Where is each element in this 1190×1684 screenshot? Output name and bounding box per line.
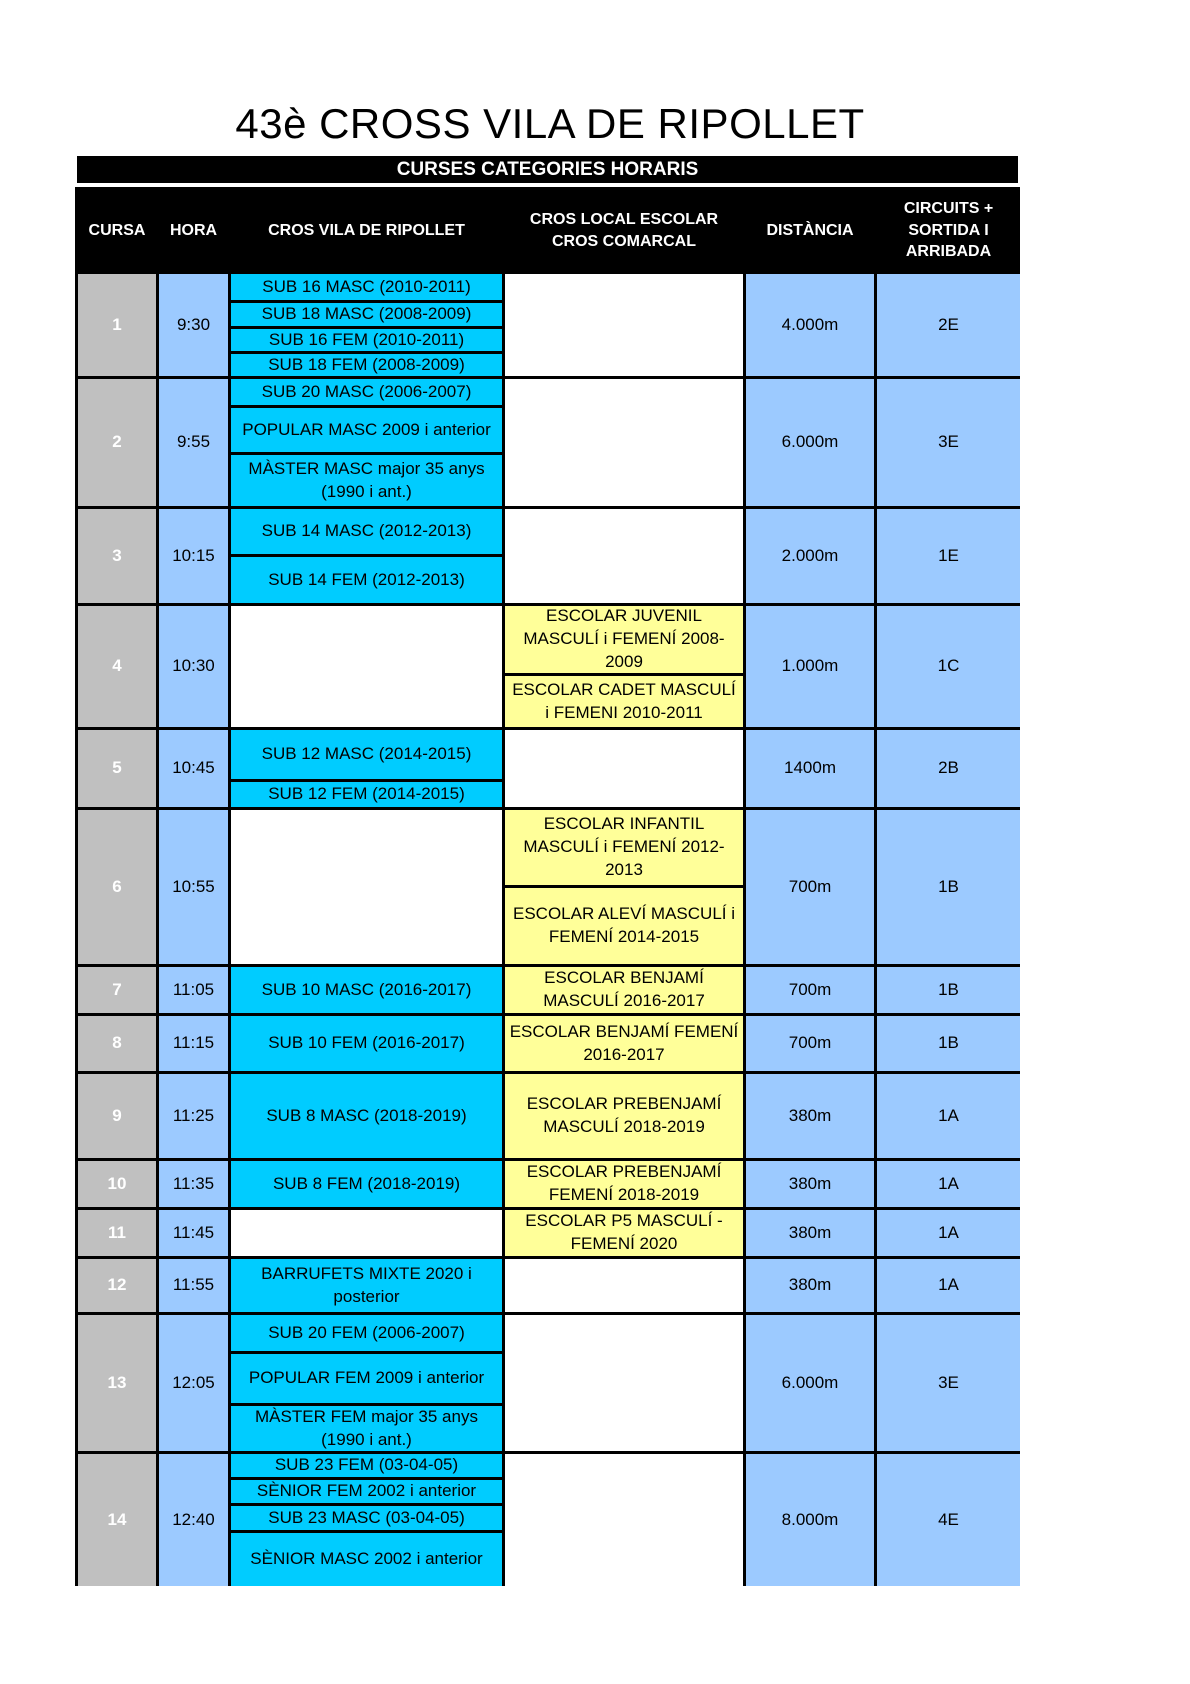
cros-category: BARRUFETS MIXTE 2020 i posterior: [231, 1259, 502, 1312]
escolar-category-empty: [505, 274, 743, 376]
cursa-number: 7: [78, 967, 156, 1013]
cros-category-empty: [231, 810, 502, 964]
cros-category: SUB 12 FEM (2014-2015): [231, 782, 502, 807]
start-time: 9:30: [159, 274, 228, 376]
cros-category: SUB 10 FEM (2016-2017): [231, 1016, 502, 1071]
cursa-number: 2: [78, 379, 156, 506]
distance: 4.000m: [746, 274, 874, 376]
escolar-category: ESCOLAR CADET MASCULÍ i FEMENI 2010-2011: [505, 676, 743, 727]
distance: 700m: [746, 1016, 874, 1071]
start-time: 11:55: [159, 1259, 228, 1312]
header-cros: CROS VILA DE RIPOLLET: [231, 190, 502, 271]
start-time: 11:35: [159, 1161, 228, 1207]
escolar-category-empty: [505, 509, 743, 603]
distance: 2.000m: [746, 509, 874, 603]
cursa-number: 6: [78, 810, 156, 964]
start-time: 11:15: [159, 1016, 228, 1071]
cursa-number: 9: [78, 1074, 156, 1158]
distance: 1400m: [746, 730, 874, 807]
schedule-table: [75, 187, 1020, 1586]
circuit: 1B: [877, 810, 1020, 964]
start-time: 12:40: [159, 1454, 228, 1586]
page-title: 43è CROSS VILA DE RIPOLLET: [235, 100, 865, 147]
start-time: 10:55: [159, 810, 228, 964]
escolar-category: ESCOLAR ALEVÍ MASCULÍ i FEMENÍ 2014-2015: [505, 888, 743, 964]
cursa-number: 8: [78, 1016, 156, 1071]
start-time: 11:25: [159, 1074, 228, 1158]
distance: 380m: [746, 1259, 874, 1312]
cros-category-empty: [231, 606, 502, 727]
start-time: 11:05: [159, 967, 228, 1013]
circuit: 1B: [877, 967, 1020, 1013]
escolar-category-empty: [505, 1454, 743, 1586]
distance: 700m: [746, 810, 874, 964]
distance: 380m: [746, 1161, 874, 1207]
cros-category: SUB 12 MASC (2014-2015): [231, 730, 502, 779]
start-time: 10:15: [159, 509, 228, 603]
cursa-number: 1: [78, 274, 156, 376]
circuit: 1A: [877, 1259, 1020, 1312]
cros-category: SUB 8 MASC (2018-2019): [231, 1074, 502, 1158]
cursa-number: 11: [78, 1210, 156, 1256]
escolar-category-empty: [505, 730, 743, 807]
circuit: 1A: [877, 1161, 1020, 1207]
circuit: 1A: [877, 1074, 1020, 1158]
start-time: 10:30: [159, 606, 228, 727]
escolar-category: ESCOLAR PREBENJAMÍ FEMENÍ 2018-2019: [505, 1161, 743, 1207]
escolar-category-empty: [505, 1259, 743, 1312]
circuit: 1B: [877, 1016, 1020, 1071]
cros-category: POPULAR FEM 2009 i anterior: [231, 1354, 502, 1403]
cros-category: SUB 23 MASC (03-04-05): [231, 1506, 502, 1530]
circuit: 2B: [877, 730, 1020, 807]
cros-category: SÈNIOR FEM 2002 i anterior: [231, 1480, 502, 1503]
cros-category: SUB 16 MASC (2010-2011): [231, 274, 502, 300]
cros-category: SUB 14 MASC (2012-2013): [231, 509, 502, 554]
cros-category: SUB 20 MASC (2006-2007): [231, 379, 502, 405]
start-time: 11:45: [159, 1210, 228, 1256]
circuit: 3E: [877, 379, 1020, 506]
cursa-number: 10: [78, 1161, 156, 1207]
cros-category: SUB 18 FEM (2008-2009): [231, 354, 502, 376]
distance: 1.000m: [746, 606, 874, 727]
cursa-number: 5: [78, 730, 156, 807]
cros-category: SUB 14 FEM (2012-2013): [231, 557, 502, 603]
cros-category: SUB 20 FEM (2006-2007): [231, 1315, 502, 1351]
header-circuits: CIRCUITS + SORTIDA I ARRIBADA: [877, 190, 1020, 271]
cursa-number: 3: [78, 509, 156, 603]
cursa-number: 13: [78, 1315, 156, 1451]
circuit: 2E: [877, 274, 1020, 376]
cros-category: SÈNIOR MASC 2002 i anterior: [231, 1533, 502, 1586]
start-time: 9:55: [159, 379, 228, 506]
cros-category: POPULAR MASC 2009 i anterior: [231, 408, 502, 452]
cros-category: SUB 10 MASC (2016-2017): [231, 967, 502, 1013]
cros-category: SUB 8 FEM (2018-2019): [231, 1161, 502, 1207]
distance: 380m: [746, 1074, 874, 1158]
cursa-number: 4: [78, 606, 156, 727]
circuit: 1C: [877, 606, 1020, 727]
escolar-category: ESCOLAR BENJAMÍ FEMENÍ 2016-2017: [505, 1016, 743, 1071]
circuit: 3E: [877, 1315, 1020, 1451]
circuit: 1A: [877, 1210, 1020, 1256]
cros-category-empty: [231, 1210, 502, 1256]
header-escolar: CROS LOCAL ESCOLAR CROS COMARCAL: [505, 190, 743, 271]
header-distancia: DISTÀNCIA: [746, 190, 874, 271]
start-time: 12:05: [159, 1315, 228, 1451]
escolar-category: ESCOLAR P5 MASCULÍ - FEMENÍ 2020: [505, 1210, 743, 1256]
table-subtitle-band: CURSES CATEGORIES HORARIS: [77, 156, 1018, 183]
cursa-number: 12: [78, 1259, 156, 1312]
distance: 700m: [746, 967, 874, 1013]
distance: 8.000m: [746, 1454, 874, 1586]
cros-category: MÀSTER FEM major 35 anys (1990 i ant.): [231, 1406, 502, 1451]
distance: 6.000m: [746, 1315, 874, 1451]
distance: 6.000m: [746, 379, 874, 506]
escolar-category: ESCOLAR BENJAMÍ MASCULÍ 2016-2017: [505, 967, 743, 1013]
cros-category: SUB 16 FEM (2010-2011): [231, 329, 502, 351]
escolar-category-empty: [505, 379, 743, 506]
cros-category: SUB 18 MASC (2008-2009): [231, 303, 502, 326]
escolar-category: ESCOLAR JUVENIL MASCULÍ i FEMENÍ 2008-2009: [505, 606, 743, 673]
escolar-category-empty: [505, 1315, 743, 1451]
cros-category: MÀSTER MASC major 35 anys (1990 i ant.): [231, 455, 502, 506]
circuit: 4E: [877, 1454, 1020, 1586]
header-hora: HORA: [159, 190, 228, 271]
distance: 380m: [746, 1210, 874, 1256]
circuit: 1E: [877, 509, 1020, 603]
cros-category: SUB 23 FEM (03-04-05): [231, 1454, 502, 1477]
cursa-number: 14: [78, 1454, 156, 1586]
header-cursa: CURSA: [78, 190, 156, 271]
start-time: 10:45: [159, 730, 228, 807]
escolar-category: ESCOLAR INFANTIL MASCULÍ i FEMENÍ 2012-2013: [505, 810, 743, 885]
escolar-category: ESCOLAR PREBENJAMÍ MASCULÍ 2018-2019: [505, 1074, 743, 1158]
